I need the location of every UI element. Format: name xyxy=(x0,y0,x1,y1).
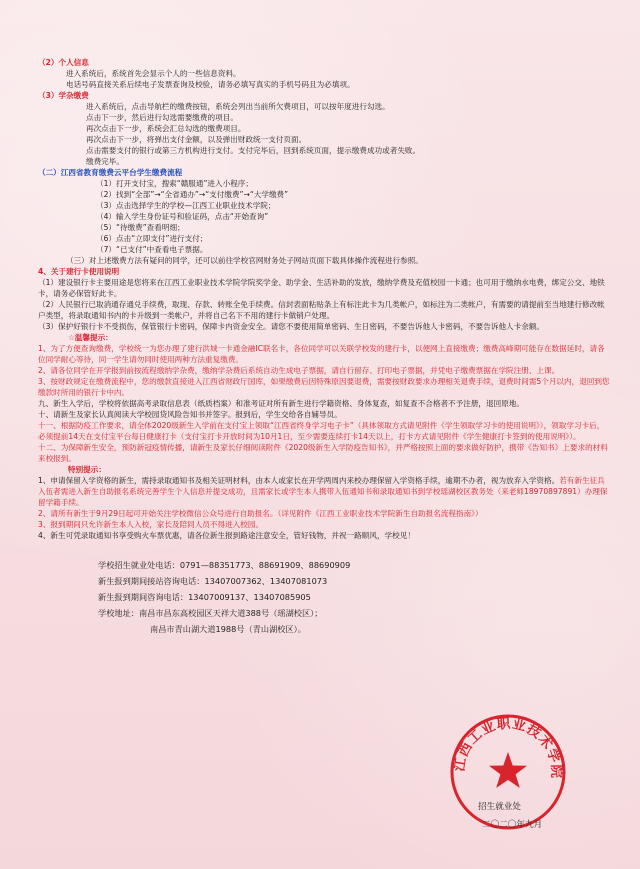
payment-line-4: 再次点击下一步，将弹出支付金额，以及弹出财政统一支付页面。 xyxy=(86,135,307,144)
special-heading: 特别提示： xyxy=(68,465,106,474)
contact-address-2: 南昌市青山湖大道1988号（青山湖校区）。 xyxy=(150,624,306,634)
contact-pickup: 新生报到期间接站咨询电话：13407007362、13407081073 xyxy=(98,576,328,586)
item-twelve: 十二、为保障新生安全，预防新冠疫情传播，请新生及家长仔细阅读附件《2020级新生入学防疫告知书》，并严格按照上面的要求做好防护，携带《告知书》上要求的材料来校报到。 xyxy=(38,443,608,463)
payment-line-3: 再次点击下一步，系统会汇总勾选的缴费项目。 xyxy=(86,124,246,133)
jiangxi-step-2: （2）找到“全部”→“全省通办”→“支付缴费”→“大学缴费” xyxy=(96,190,289,199)
warning-2: 2、请各位同学在开学报到前按流程缴纳学杂费，缴纳学杂费后系统自动生成电子票据，请自行留存、打印电子票据，并凭电子缴费票据在学院注册、上课。 xyxy=(38,366,560,375)
jiangxi-step-7: （7）“已支付”中查看电子票据。 xyxy=(96,245,208,254)
personal-heading: （2）个人信息 xyxy=(38,58,89,67)
contact-report: 新生报到期间咨询电话：13407009137、13407085905 xyxy=(98,592,311,602)
special-3: 3、报到期间只允许新生本人入校，家长及陪同人员不得进入校园。 xyxy=(38,520,264,529)
special-1-military: 若有新生征兵入伍者需进入新生自助报名系统完善学生个人信息并提交成功，且需家长或学生本人携带入伍通知书和录取通知书到学校瑶湖校区教务处（来老师18970897891）办理保留学籍手续。 xyxy=(38,476,608,507)
bankcard-p3: （3）保护好银行卡不受损伤，保管银行卡密码，保障卡内资金安全。请您不要使用简单密码、生日密码，不要告诉他人卡密码，不要告诉他人卡余额。 xyxy=(38,322,545,331)
official-seal xyxy=(448,712,568,832)
contact-block xyxy=(38,557,610,637)
payment-line-5: 点击需要支付的银行或第三方机构进行支付。支付完毕后，回到系统页面，提示缴费成功或者失败。 xyxy=(86,146,421,155)
bankcard-p2: （2）人民银行已取消通存通兑手续费，取现、存款、转账全免手续费。信封表面粘贴条上有标注此卡为几类帐户，如标注为二类帐户，有需要的请提前至当地建行修改帐户类型，将录取通知书内的卡升级到一类帐户，并将自己名下不用的建行卡做销户处理。 xyxy=(38,300,605,320)
jiangxi-note: （三）对上述缴费方法有疑问的同学，还可以前往学校官网财务处子网站页面下载具体操作流程进行参照。 xyxy=(66,256,423,265)
item-nine: 九、新生入学后，学校将依据高考录取信息表（纸质档案）和准考证对所有新生进行学籍资格、身体复查，如复查不合格者不予注册，退回原地。 xyxy=(38,399,524,408)
personal-line-2: 电话号码直接关系后续电子发票查询及校验，请务必填写真实的手机号码且为必填项。 xyxy=(66,80,355,89)
jiangxi-step-3: （3）点击选择学生的学校—江西工业职业技术学院； xyxy=(96,201,276,210)
payment-heading: （3）学杂缴费 xyxy=(38,91,89,100)
payment-line-1: 进入系统后，点击导航栏的缴费按钮，系统会列出当前所欠费项目，可以按年度进行勾选。 xyxy=(86,102,390,111)
special-1 xyxy=(38,475,610,508)
jiangxi-heading: （二）江西省教育缴费云平台学生缴费流程 xyxy=(38,168,183,177)
special-4: 4、新生可凭录取通知书享受购火车票优惠，请各位新生报到路途注意安全，管好钱物，并祝一路顺风，学校见！ xyxy=(38,531,415,540)
seal-text: 江西工业职业技术学院 xyxy=(451,715,565,780)
signature-office: 招生就业处 xyxy=(478,802,521,812)
jiangxi-step-4: （4）输入学生身份证号和验证码，点击“开始查询” xyxy=(96,212,269,221)
seal-star-icon xyxy=(489,752,527,788)
item-eleven: 十一、根据防疫工作要求，请全体2020级新生入学前在支付宝上领取“江西省终身学习电子卡”（具体领取方式请见附件《学生领取学习卡的使用说明》），领取学习卡后，必须提前14天在支付宝平台每日健康打卡（支付宝打卡开放时间为10月1日，至少需要连续打卡14天以上，打卡方式请见附件《学生健康打卡签到的使用说明》）。 xyxy=(38,421,605,441)
jiangxi-step-5: （5）“待缴费”查看明细； xyxy=(96,223,185,232)
contact-address-1: 学校地址：南昌市昌东高校园区天祥大道388号（瑶湖校区）； xyxy=(98,608,323,618)
warning-3: 3、按财政规定在缴费流程中，您的缴款直接进入江西省财政厅国库，如果缴费后因特殊原因要退费，需要按财政要求办理相关退费手续，退费时间需5个月以内，退回到您缴款时所用的银行卡中内。 xyxy=(38,377,610,397)
signature-date: 二〇二〇年九月 xyxy=(482,820,543,830)
warnings-heading: ☆温馨提示： xyxy=(68,333,113,342)
payment-line-6: 缴费完毕。 xyxy=(86,157,124,166)
bankcard-p1: （1）建设银行卡主要用途是您将来在江西工业职业技术学院学院奖学金、助学金、生活补助的发放，缴纳学费及充值校园一卡通；也可用于缴纳水电费，绑定公交、地铁卡，请务必保管好此卡。 xyxy=(38,278,605,298)
payment-line-2: 点击下一步，然后进行勾选需要缴费的项目。 xyxy=(86,113,238,122)
item-ten: 十、请新生及家长认真阅读大学校园贷风险告知书并签字。报到后，学生交给各自辅导员。 xyxy=(38,410,342,419)
contact-employment: 学校招生就业处电话：0791—88351773、88691909、88690909 xyxy=(98,560,351,570)
special-1-text: 1、申请保留入学资格的新生，需持录取通知书及相关证明材料，由本人或家长在开学两周内来校办理保留入学资格手续，逾期不办者，视为放弃入学资格。 xyxy=(38,476,560,485)
personal-line-1: 进入系统后，系统首先会显示个人的一些信息资料。 xyxy=(66,69,241,78)
notice-content xyxy=(38,57,610,637)
special-2: 2、请所有新生于9月29日起可开始关注学校微信公众号进行自助报名。（详见附件《江西工业职业技术学院新生自助报名流程指南》） xyxy=(38,509,483,518)
bankcard-heading: 4、关于建行卡使用说明 xyxy=(38,267,120,276)
jiangxi-step-6: （6）点击“立即支付”进行支付； xyxy=(96,234,208,243)
jiangxi-step-1: （1）打开支付宝，搜索“赣服通”进入小程序； xyxy=(96,179,253,188)
warning-1: 1、为了方便查询缴费，学校统一为您办理了建行洪城一卡通金融IC联名卡，各位同学可以关联学校发的建行卡，以便网上直接缴费；缴费高峰期可能存在数据延时，请各位同学耐心等待，同一学生请勿同时使用两种方法重复缴费。 xyxy=(38,344,605,364)
